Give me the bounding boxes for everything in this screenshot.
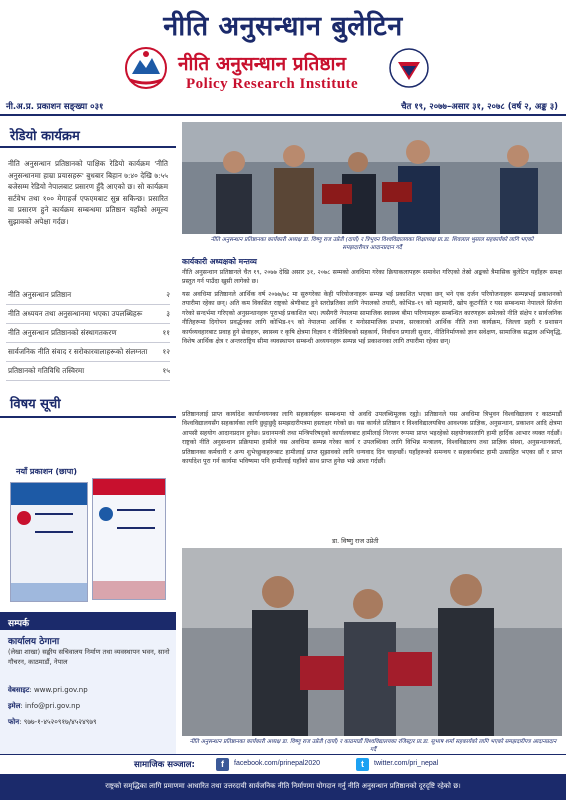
- publication-cover[interactable]: [92, 478, 166, 600]
- new-publications-title: नयाँ प्रकाशन (छापा): [16, 467, 77, 476]
- email-line: इमेल: info@pri.gov.np: [8, 702, 81, 710]
- toc-item[interactable]: नीति अनुसन्धान प्रतिष्ठानको संस्थागतकरण ११: [6, 324, 170, 343]
- paragraph: नीति अनुसन्धान प्रतिष्ठानले चैत १९, २०७७ देखि असार ३१, २०७८ सम्मको अवधिमा गरेका क्रियाकलापहरू समावेश गरिएको तेस्रो अङ्कको त्रैमासिक बुलेटिन यहाँहरू समक्ष प्रस्तुत गर्न पाउँदा खुसी लागेको छ।: [182, 269, 562, 286]
- website-line: वेबसाइट: www.pri.gov.np: [8, 686, 88, 694]
- office-title: कार्यालय ठेगाना: [8, 637, 60, 647]
- nepal-emblem-icon: [122, 46, 170, 90]
- social-bar: [0, 754, 566, 774]
- publication-cover[interactable]: [10, 482, 88, 602]
- photo-caption: नीति अनुसन्धान प्रतिष्ठानका कार्यकारी अध्यक्ष डा. विष्णु राज उप्रेती (दायाँ) र त्रिभुवन विश्वविद्यालयका शिक्षाध्यक्ष प्रा.डा. शिवलाल भुसाल सहकार्यको लागि भएको समझदारीपत्र आदानप्रदान गर्दै: [210, 237, 534, 251]
- institute-name-en: Policy Research Institute: [186, 76, 359, 92]
- signing-photo-tu: [182, 122, 562, 234]
- radio-title: रेडियो कार्यक्रम: [10, 129, 80, 144]
- toc-item[interactable]: नीति अध्ययन तथा अनुसन्धानमा भएका उपलब्धिहरू ३: [6, 305, 170, 324]
- issue-number: नी.अ.प्र. प्रकाशन सङ्ख्या ०३१: [6, 102, 104, 112]
- facebook-icon[interactable]: f: [216, 758, 229, 771]
- masthead: [0, 0, 566, 100]
- people-photo-icon: [182, 122, 562, 234]
- paragraph: प्रतिष्ठानलाई प्राप्त कार्यादेश कार्यान्वयनका लागि सहकार्यहरू सम्बन्धमा यो अवधि उपलब्धिमूलक रह्यो। प्रतिष्ठानले यस अवधिमा त्रिभुवन विश्वविद्यालय र काठमाडौं विश्वविद्यालयसँग सहकार्यका लागि छुट्टाछुट्टै समझदारीपत्रमा हस्ताक्षर गरेको छ। यस कार्यले प्रतिष्ठान र विश्वविद्यालयबिच आवश्यक प्राज्ञिक, अनुसन्धान, प्रकाशन आदि क्षेत्रमा आपसी सहयोग आदानप्रदान हुनेछ। प्रधानमन्त्री तथा मन्त्रिपरिषद्को कार्यालयबाट हामीलाई निरन्तर रूपमा प्राप्त भइरहेको सहयोगकालागि हामी हार्दिक आभार व्यक्त गर्दछौं। राष्ट्रको नीति अनुसन्धान प्रक्रियामा हामीले यस अवधिमा सम्पन्न गरेका कार्य र उपलब्धिका लागि विभिन्न मन्त्रालय, विश्वविद्यालय तथा प्राज्ञिक संस्था, अनुसन्धानकर्ता, प्रतिष्ठानका कर्मचारी र अन्य शुभेच्छुकहरूबाट हामीलाई प्राप्त सुझावको लागि धन्यवाद दिन चाहन्छौं। यहाँहरूको समन्वय र सहकार्यबाट हामी उत्साहित भएका छौं र प्राप्त कार्यादेश पूरा गर्न कार्यमा भविष्यमा पनि हामीलाई यहाँको साथ प्राप्त हुनेछ भन्ने आशा गर्दछौं।: [182, 411, 562, 466]
- bulletin-title: नीति अनुसन्धान बुलेटिन: [163, 11, 403, 42]
- radio-text: नीति अनुसन्धान प्रतिष्ठानको पाक्षिक रेडियो कार्यक्रम 'नीति अनुसन्धानमा हाम्रा प्रयासहरू' बुधबार बिहान ७:४० देखि ७:५५ बजेसम्म रेडियो नेपालबाट प्रसारण हुँदै आएको छ। सो कार्यक्रम सर्टवेभ तथा १०० मेगाहर्ज एफएमबाट सुन्न सकिन्छ। प्रसारित वा प्रसारण हुने कार्यक्रम सम्बन्धमा प्रतिष्ठान यहाँको अमूल्य सुझावको अपेक्षा गर्दछ।: [8, 159, 168, 226]
- toc-item[interactable]: सार्वजनिक नीति संवाद र सरोकारवालाहरूको संलग्नता १२: [6, 343, 170, 362]
- pri-logo-icon: [386, 46, 432, 94]
- table-of-contents: [6, 286, 170, 381]
- issue-bar: [0, 100, 566, 116]
- website-link[interactable]: www.pri.gov.np: [34, 686, 88, 694]
- institute-name-np: नीति अनुसन्धान प्रतिष्ठान: [178, 53, 346, 75]
- office-address: (लेखा शाखा) सङ्घीय सचिवालय निर्माण तथा व्यवस्थापन भवन, सानो गौचरन, काठमाडौं, नेपाल: [8, 648, 170, 666]
- facebook-link[interactable]: facebook.com/prinepal2020: [234, 760, 321, 767]
- social-label: सामाजिक सञ्जाल:: [134, 760, 195, 770]
- signing-photo-ku: [182, 548, 562, 736]
- email-link[interactable]: info@pri.gov.np: [24, 702, 81, 710]
- divider: [0, 416, 176, 418]
- phone-number: ९७७-१-४५२०९१७/४५२४९७९: [23, 718, 97, 726]
- main-content: [182, 118, 566, 754]
- new-publications: [6, 466, 168, 606]
- toc-item[interactable]: नीति अनुसन्धान प्रतिष्ठान २: [6, 286, 170, 305]
- toc-title: विषय सूची: [10, 397, 61, 412]
- divider: [0, 146, 176, 148]
- photo-caption: नीति अनुसन्धान प्रतिष्ठानका कार्यकारी अध्यक्ष डा. विष्णु राज उप्रेती (दायाँ) र काठमाडौं विश्वविद्यालयका रजिस्ट्रार प्रा.डा. सुभाष शर्मा सहकार्यको लागि भएको समझदारीपत्र आदानप्रदान गर्दै: [189, 739, 557, 753]
- paragraph: यस अवधिमा प्रतिष्ठानले आर्थिक वर्ष २०७७/७८ मा सुरुगरेका केही परियोजनाहरू सम्पन्न भई प्रकाशित भएका छन् भने एक दर्जन परियोजनाहरू सम्पन्नभई प्रकाशनको तयारीमा रहेका छन्। अति कम विकसित राष्ट्रको श्रेणीबाट हुने स्तरोन्नतिका लागि नेपालको तयारी, कोभिड-१९ को महामारी, खोप कूटनीति र यस सम्बन्धमा नेपालले सिर्जना गरेको सन्दर्भमा गरिएको अनुसन्धानहरू पूराभई प्रकाशित भए। त्यसैगरी नेपालमा सामाजिक स्वास्थ्य बीमा परिणामहरू सम्बन्धित कारणहरू समेतको नीति संक्षेप र सार्वजनिक नीतिहरूमा दिगोपन प्रवर्द्धनका लागि कोभिड-१९ को नेपालमा आर्थिक र मनोसामाजिक प्रभाव, सरकारको आर्थिक नीति तथा कार्यक्रम, जिल्ला प्रहरी र प्रशासन कार्यव्यवहारबाट प्रवाह हुने सेवाहरू, स्वास्थ्य र कृषि क्षेत्रमा विज्ञान र नीतिबिचको सहकार्य, निर्वाचन प्रणाली सुधार, नीतिनिर्माणको ज्ञान सवेक्षण, सामाजिक सद्भाव अभिवृद्धि, विशेष आर्थिक क्षेत्र र अन्तरराष्ट्रिय सीमा व्यवस्थापन सम्बन्धी अध्ययनहरू सम्पन्न भई प्रकाशनका लागि तयारीमा रहेका छन्।: [182, 291, 562, 346]
- twitter-icon[interactable]: t: [356, 758, 369, 771]
- footer-vision: राष्ट्रको समृद्धिका लागि प्रमाणमा आधारित तथा उत्तरदायी सार्वजनिक नीति निर्माणमा योगदान गर्नु नीति अनुसन्धान प्रतिष्ठानको दूरदृष्टि रहेको छ।: [0, 774, 566, 800]
- twitter-link[interactable]: twitter.com/pri_nepal: [374, 760, 439, 767]
- toc-item[interactable]: प्रतिष्ठानको गतिविधि तस्विरमा १५: [6, 362, 170, 381]
- issue-date: चैत १९, २०७७–असार ३१, २०७८ (वर्ष २, अङ्क ३): [401, 102, 558, 112]
- phone-line: फोन: ९७७-१-४५२०९१७/४५२४९७९: [8, 718, 97, 726]
- people-photo-icon: [182, 548, 562, 736]
- section-heading: कार्यकारी अध्यक्षको मन्तव्य: [182, 257, 257, 266]
- contact-heading: सम्पर्क: [0, 612, 176, 630]
- contact-box: [0, 612, 176, 754]
- signer-name: डा. विष्णु राज उप्रेती: [332, 537, 379, 545]
